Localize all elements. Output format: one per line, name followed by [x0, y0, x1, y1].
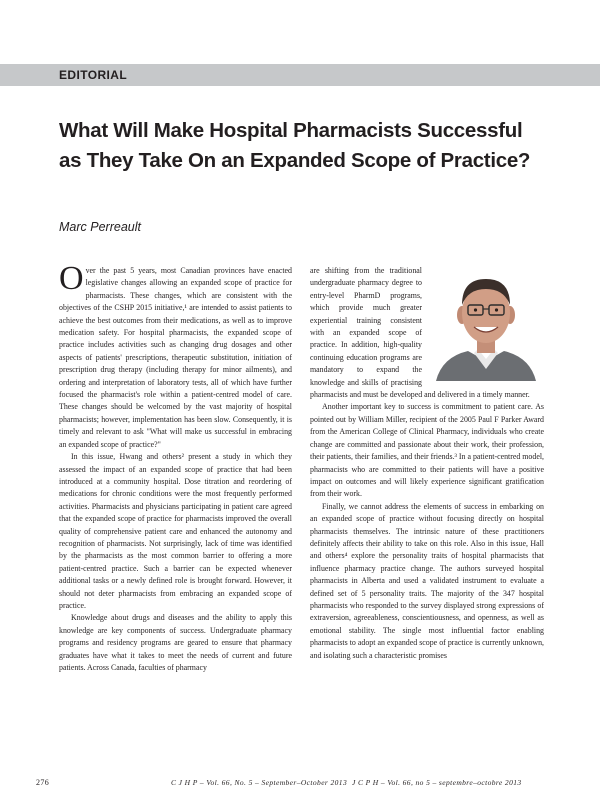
page-number: 276: [36, 778, 50, 787]
paragraph-1: [59, 260, 292, 451]
paragraph-4: are shifting from the traditional undergraduate pharmacy degree to entry-level PharmD programs, which provide much greater experiential training consistent with an expanded scope of practice. In addition, high-quality continuing education programs are mandatory to expand the knowledge and skills of practising pharmacists and must be developed and delivered in a timely manner.: [310, 266, 530, 400]
paragraph-6: Finally, we cannot address the elements of success in embarking on an expanded scope of practice without focusing directly on hospital pharmacists themselves. The intrinsic nature of these practitioners definitely affects their ability to take on this role. Also in this issue, Hall and others⁴ explore the personality traits of hospital pharmacists that influence pharmacy practice change. The authors surveyed hospital pharmacists in Alberta and used a validated instrument to evaluate a defined set of 5 personality traits. The majority of the 347 hospital pharmacists who responded to the survey displayed strong expressions of extraversion, agreeableness, conscientiousness, and openness, as well as emotional stability. The single most influential factor enabling pharmacists to adopt an expanded scope of practice is currently unknown, and isolating such a characteristic promises: [310, 501, 544, 660]
right-column: [310, 265, 544, 662]
paragraph-5: Another important key to success is commitment to patient care. As pointed out by William Miller, recipient of the 2005 Paul F Parker Award from the American College of Clinical Pharmacy, individuals who create change are committed and passionate about their work, their profession, their patients, their families, and their friends.³ In a patient-centred model, pharmacists who are committed to their patients will have a positive impact on outcomes and will likely experience significant gratification from their work.: [310, 402, 544, 499]
drop-cap: O: [59, 260, 84, 297]
paragraph-1-text: ver the past 5 years, most Canadian provinces have enacted legislative changes allowing an expanded scope of practice for pharmacists. These changes, which are consistent with the objectives of the CSHP 2015 initiative,¹ are intended to assist patients to achieve the best outcomes from their medications, as well as to improve medication safety. For hospital pharmacists, the expanded scope of practice includes activities such as changing drug dosages and other aspects of patients' prescriptions, therapeutic substitution, initiation of prescription drug therapy (including therapy for minor ailments), and ordering and interpretation of laboratory tests, all of which have further focused the pharmacist's role within a patient-centred model of care. These changes should be welcomed by the vast majority of hospital pharmacists; however, implementation has been slow. Consequently, it is timely and relevant to ask "What will make us successful in embracing an expanded scope of practice?": [59, 266, 292, 449]
journal-footer-french: J C P H – Vol. 66, no 5 – septembre–octobre 2013: [352, 778, 522, 787]
author-name: Marc Perreault: [59, 220, 141, 234]
author-photo: [428, 265, 544, 381]
journal-footer-english: C J H P – Vol. 66, No. 5 – September–October 2013: [171, 778, 348, 787]
article-title: What Will Make Hospital Pharmacists Successful as They Take On an Expanded Scope of Practice?: [59, 119, 531, 172]
section-label: EDITORIAL: [59, 68, 128, 82]
author-portrait-image: [428, 265, 544, 381]
paragraph-3: Knowledge about drugs and diseases and the ability to apply this knowledge are key components of success. Undergraduate pharmacy programs and residency programs are geared to ensure that pharmacy graduates have what it takes to meet the needs of current and future patients. Across Canada, faculties of pharmacy: [59, 613, 292, 672]
left-column: [59, 260, 292, 674]
paragraph-2: In this issue, Hwang and others² present a study in which they assessed the impact of an expanded scope of practice that had been introduced at a community hospital. Dose titration and reordering of medications for chronic conditions were the most frequently performed activities. Pharmacists and physicians participating in patient care agreed that the expanded scope of practice for pharmacists improved the overall quality of comprehensive patient care and enhanced the autonomy and recognition of pharmacists. Not surprisingly, lack of time was identified by the pharmacists as the most common barrier to offering a more patient-centred practice. Such a barrier can be expected whenever additional tasks or a newly defined role is brought forward. However, it should not deter pharmacists from embracing an expanded scope of practice.: [59, 452, 292, 610]
section-band: [0, 64, 600, 86]
